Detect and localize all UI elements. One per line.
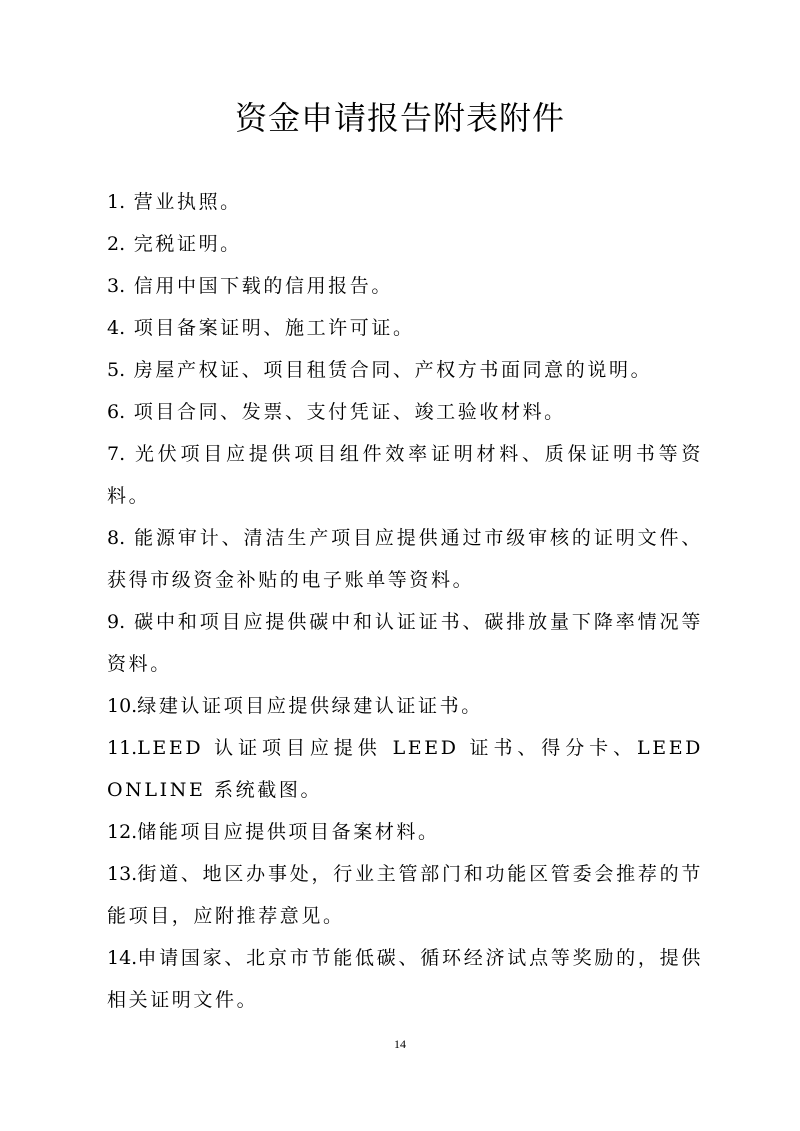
item-text: 完税证明。 [133,233,242,255]
list-item [107,937,703,1021]
list-item [107,265,703,307]
item-text: LEED 认证项目应提供 LEED 证书、得分卡、LEED ONLINE 系统截图。 [107,737,703,801]
item-number: 7. [107,443,126,465]
item-text: 储能项目应提供项目备案材料。 [137,821,440,843]
item-text: 房屋产权证、项目租赁合同、产权方书面同意的说明。 [133,359,653,381]
item-number: 12. [107,821,138,843]
list-item [107,223,703,265]
item-number: 3. [107,275,126,297]
list-item [107,307,703,349]
page-number: 14 [394,1037,406,1051]
list-item [107,181,703,223]
item-text: 信用中国下载的信用报告。 [133,275,393,297]
item-number: 11. [107,737,138,759]
attachment-list [107,181,703,1021]
item-text: 街道、地区办事处，行业主管部门和功能区管委会推荐的节能项目，应附推荐意见。 [107,863,703,927]
item-number: 1. [107,191,126,213]
item-number: 14. [107,947,138,969]
item-text: 营业执照。 [133,191,242,213]
list-item [107,853,703,937]
list-item [107,601,703,685]
list-item [107,433,703,517]
item-text: 申请国家、北京市节能低碳、循环经济试点等奖励的，提供相关证明文件。 [107,947,703,1011]
item-number: 8. [107,527,126,549]
item-text: 能源审计、清洁生产项目应提供通过市级审核的证明文件、获得市级资金补贴的电子账单等资料。 [107,527,703,591]
item-number: 6. [107,401,126,423]
item-text: 光伏项目应提供项目组件效率证明材料、质保证明书等资料。 [107,443,703,507]
item-number: 9. [107,611,126,633]
list-item [107,517,703,601]
list-item [107,811,703,853]
item-number: 5. [107,359,126,381]
item-text: 绿建认证项目应提供绿建认证证书。 [137,695,483,717]
item-number: 2. [107,233,126,255]
document-title: 资金申请报告附表附件 [234,99,565,137]
list-item [107,727,703,811]
list-item [107,391,703,433]
item-text: 项目备案证明、施工许可证。 [133,317,415,339]
list-item [107,349,703,391]
list-item [107,685,703,727]
item-number: 4. [107,317,126,339]
item-text: 项目合同、发票、支付凭证、竣工验收材料。 [133,401,566,423]
item-number: 13. [107,863,138,885]
item-text: 碳中和项目应提供碳中和认证证书、碳排放量下降率情况等资料。 [107,611,703,675]
item-number: 10. [107,695,138,717]
